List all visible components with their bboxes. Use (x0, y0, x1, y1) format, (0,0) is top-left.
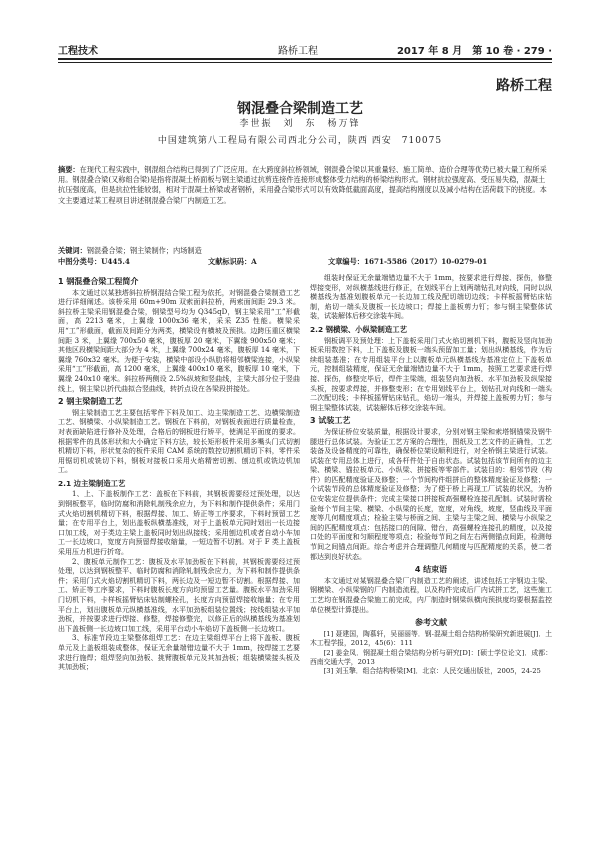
subsection-heading: 2.2 钢横梁、小纵梁制造工艺 (310, 324, 407, 334)
body-paragraph: 组装时保证无余量端错边量不大于 1mm，按要求进行焊接、探伤，修整焊接变形，对纵横基线进行修正，在划线平台上划两端钻孔对向线，同时以纵横基线为基准划腹板单元一长边加工线及配切端切边线；卡样板摇臂钻床钻制，焰切一端头及腹板一长边坡口；焊接上盖板剪力钉；参与钢主梁整体试装，试装解体后移交涂装车间。 (310, 274, 552, 321)
abstract-label: 摘要： (58, 165, 80, 174)
reference-item: [2] 姜金凤．钢混凝土组合梁结构分析与研究[D]：[硕士学位论文]．成都：西南交通大学，2013 (310, 648, 552, 666)
body-paragraph: 钢主梁制造工艺主要包括零件下料及加工、边主梁制造工艺、边横梁制造工艺、钢横梁、小纵梁制造工艺。钢板在下料前，对钢板表面进行质量检查，对表面缺陷进行修补及处理，合格后的钢板进行矫平，使满足平面度的要求。根据零件的具体形状和大小确定下料方法，较长矩形板件采用多嘴头门式切割机精切下料，形状复杂的板件采用 CAM 系统的数控切割机精切下料，零件采用锯切机或铣切下料，钢板对接板口采用火焰精密切割、刨边机或铣边机加工。 (58, 408, 300, 475)
header-rule-thick (58, 58, 552, 60)
body-paragraph: 本文通过以某独塔斜拉桥钢混结合梁工程为依托，对钢混叠合梁制造工艺进行详细阐述。该桥采用 60m+90m 双索面斜拉桥，两索面间距 29.3 米。斜拉桥主梁采用钢混叠合梁，钢梁型号均为 Q345qD，钢主梁采用“工”形截面，高 2213 毫米，上翼缘 1000x36 毫米，采采 Z35 性能。横梁采用“工”形截面，截面及间距分为两类，横梁设有横坡及预拱。边跨压重区横梁间距 3 米，上翼缘 700x50 毫米，腹板厚 20 毫米，下翼缘 900x50 毫米；其他区段横梁间距大部分为 4 米，上翼缘 700x24 毫米，腹板厚 14 毫米，下翼缘 760x32 毫米。为便于安装，横梁中部设小纵肋将相邻横梁连接，小纵梁采用“工”形截面，高 1200 毫米，上翼缘 400x10 毫米，腹板厚 10 毫米，下翼缘 240x10 毫米。斜拉桥两侧设 2.5%纵坡和竖曲线，主梁大部分位于竖曲线上，钢主梁以折代曲拟合竖曲线，转折点设在各梁段拼接处。 (58, 288, 300, 393)
body-paragraph: 钢板调平及预处理：上下盖板采用门式火焰切割机下料，腹板及竖向加劲板采用数控下料，上下盖板及腹板一端头预留加工量；划出纵横基线，作为后续组装基准；在专用组装平台上以腹板单元纵横基线为基准定位上下盖板单元，控制组装精度，保证无余量端错边量不大于 1mm，按照工艺要求进行焊接、探伤，修整完毕后，焊件主梁端，组装竖向加劲板、水平加劲板及纵梁接头板，按要求焊接，并修整变形；在专用划线平台上，划钻孔对向线和一端头二次配切线；卡样板摇臂钻床钻孔，焰切一端头，并焊接上盖板剪力钉；参与钢主梁整体试装，试装解体后移交涂装车间。 (310, 336, 552, 412)
classification-line (58, 257, 550, 267)
left-column (58, 274, 300, 673)
body-paragraph: 本文通过对某钢混叠合梁厂内制造工艺的阐述，讲述包括工字钢边主梁、钢横梁、小纵梁钢的厂内制造流程，以及构件完成后厂内试拼工艺，这些施工工艺均在钢混叠合梁施工前完成，内厂制造时钢梁纵横向预拱度均要根据监控单位模型计算提出。 (310, 576, 552, 614)
article-number: 文章编号：1671-5586（2017）10-0279-01 (328, 257, 488, 266)
section-heading: 3 试装工艺 (310, 416, 351, 426)
keywords (58, 246, 202, 256)
clc-number: 中图分类号：U445.4 (58, 257, 130, 266)
affiliation: 中国建筑第八工程局有限公司西北分公司，陕西 西安 710075 (157, 136, 443, 146)
section-heading: 参考文献 (415, 618, 447, 628)
section-heading: 4 结束语 (414, 565, 448, 575)
keywords-text: 钢混叠合梁；钢主梁制作；内场制造 (86, 246, 202, 255)
body-paragraph: 3、标准节段边主梁整体组焊工艺：在边主梁组焊平台上将下盖板、腹板单元及上盖板组装成整体，保证无余量端错边量不大于 1mm，按焊接工艺要求进行施焊；组焊竖向加劲板、挑臂腹板单元及其加劲板；组装横梁接头板及其加劲板； (58, 634, 300, 672)
paper-title: 钢混叠合梁制造工艺 (237, 101, 363, 117)
document-code: 文献标识码：A (208, 257, 257, 266)
header-rule-thin (58, 62, 552, 63)
reference-item: [3] 刘玉擎．组合结构桥梁[M]．北京：人民交通出版社，2005，24-25 (323, 667, 541, 676)
section-heading: 1 钢混叠合梁工程简介 (58, 277, 139, 286)
body-paragraph: 2、腹板单元制作工艺：腹板及水平加劲板在下料前，其钢板需要经过预处理，以达到钢板整平、临时防腐和消除轧制残余应力，为下料和制作提供条件；采用门式火焰切割机精切下料，两长边及一短边暂不切割。根据焊接、加工、矫正等工序要求，下料时腹板长度方向均预留工艺量。腹板水平加劲采用门切机下料，卡样板摇臂钻床钻制螺栓孔，长度方向预留焊接收缩量；在专用平台上，划出腹板单元纵横基准线，水平加劲板组装位置线；按线组装水平加劲板，并按要求进行焊接、修整，焊接修整完，以修正后的纵横基线为基准划出下盖板侧一长边坡口加工线，采用平台动小车焰切下盖板侧一长边坡口。 (58, 557, 300, 633)
abstract-text: 在现代工程实践中，钢混组合结构已得到了广泛应用。在大跨度斜拉桥领域，钢混叠合梁以其重量轻、施工简单、造价合理等优势已被大量工程所采用。钢混叠合梁(又称组合梁)是指将混凝土桥面板与钢主梁通过抗剪连接件连接形成整体受力结构的桥梁结构形式。钢材抗拉强度高、受压易失稳，混凝土抗压强度高，但是抗拉性能较弱，相对于混凝土桥梁或者钢桥，采用叠合梁形式可以有效降低截面高度，提高结构刚度以及减小结构在活荷载下的挠度。本文主要通过某工程项目讲述钢混叠合梁厂内制造工艺。 (58, 165, 547, 205)
body-paragraph: 为保证桥位安装质量，根据设计要求，分别对钢主梁和索塔钢锚梁及钢牛腿进行总体试装。为验证工艺方案的合理性，图纸及工艺文件的正确性，工艺装备及设备精度的可靠性，确保桥位架设顺利进行，对全桥钢主梁进行试装。试装在专用总体上进行，成各杆件处于自由状态。试装包括该节间所有的边主梁、横梁、锚拉板单元、小纵梁、拼接板等零部件。试装目的：相邻节段（构件）的匹配精度验证及修整；一个节间构件组拼后的整体精度验证及修整；一个试装节段的总体精度验证及修整；为了便于桥上再现工厂试装的状况，为桥位安装定位提供条件；完成主梁接口拼接板高强螺栓连接孔配制。试装时需检验每个节间主梁、横梁、小纵梁的长度，宽度，对角线，坡度，竖曲线及平面度等几何精度项点；检验主梁与桥面之间、主梁与主梁之间、横梁与小纵梁之间的匹配精度项点：包括接口的间隙、错台，高强螺栓连接孔的精度，以及接口处的平面度和匀顺程度等项点；检验每节间之间左右两侧锚点间距，检测每节间之间锚点间距。综合考虑并合理调整几何精度与匹配精度的关系，使二者都达到良好状态。 (310, 427, 552, 561)
right-column (310, 274, 552, 677)
keywords-label: 关键词： (58, 246, 87, 255)
running-header (58, 38, 552, 58)
header-column: 路桥工程 (278, 46, 318, 57)
reference-item: [1] 聂建国，陶慕轩，吴丽丽等．钢-混凝土组合结构桥梁研究新进展[J]．土木工程学报，2012，45(6)：111 (310, 629, 552, 648)
section-tag: 路桥工程 (496, 78, 552, 94)
authors: 李世振 刘 东 杨万锋 (239, 119, 361, 129)
section-heading: 2 钢主梁制造工艺 (58, 397, 123, 407)
issue-info: 2017 年 8 月 第 10 卷 · 279 · (396, 46, 552, 57)
abstract (58, 165, 550, 206)
subsection-heading: 2.1 边主梁制造工艺 (58, 478, 126, 488)
journal-name: 工程技术 (58, 46, 98, 57)
body-paragraph: 1、上、下盖板制作工艺：盖板在下料前，其钢板需要经过预处理，以达到钢板整平，临时防腐和消除轧制残余应力，为下料和制作提供条件；采用门式火焰切割机精切下料，根据焊接、加工、矫正等工序要求，下料时预留工艺量；在专用平台上，划出盖板纵横基准线，对于上盖板单元同时划出一长边接口加工线，对于类边主梁上盖板同时划出纵接线；采用刨边机或者自动小车加工一长边坡口，宽度方向预留焊接收缩量，一短边暂不切割。对于 F 类上盖板采用压力机进行折弯。 (58, 490, 300, 557)
